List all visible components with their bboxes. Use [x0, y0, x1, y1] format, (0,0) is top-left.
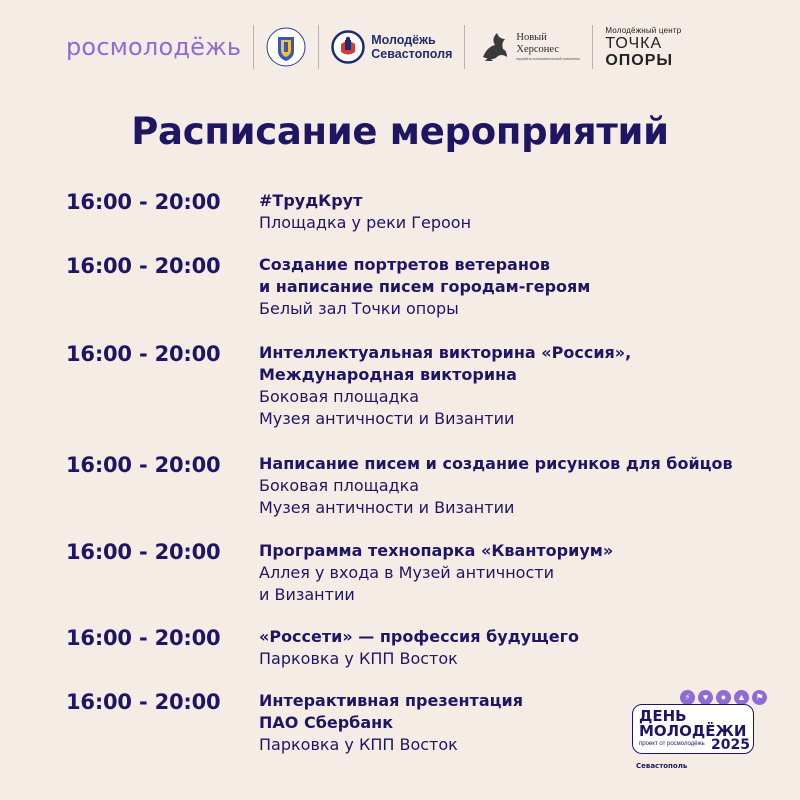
event-place: Белый зал Точки опоры	[259, 299, 459, 318]
event-place: Музея античности и Византии	[259, 498, 515, 517]
event-title: #ТрудКрут	[259, 191, 363, 210]
rosmolodezh-logo: росмолодёжь	[66, 33, 242, 61]
event-place: Боковая площадка	[259, 476, 420, 495]
event-place: Парковка у КПП Восток	[259, 649, 458, 668]
griffin-icon	[477, 27, 511, 67]
logo-divider	[318, 25, 319, 69]
tochka-line2: ТОЧКА	[605, 34, 663, 52]
logo-divider	[253, 25, 254, 69]
event-place: Аллея у входа в Музей античности	[259, 563, 554, 582]
badge-city: Севастополь	[636, 762, 688, 770]
heart-icon: ♥	[698, 690, 713, 705]
molodezh-line2: Севастополя	[371, 47, 453, 61]
event-time: 16:00 - 20:00	[66, 254, 221, 278]
event-title: ПАО Сбербанк	[259, 713, 394, 732]
event-time: 16:00 - 20:00	[66, 190, 221, 214]
event-place: Боковая площадка	[259, 387, 420, 406]
noviy-hersones-logo	[477, 27, 580, 67]
sevastopol-emblem-icon	[266, 25, 306, 69]
badge-project: проект от росмолодёжь	[639, 741, 705, 747]
hersones-line1: Новый	[516, 32, 547, 43]
event-title: «Россети» — профессия будущего	[259, 627, 579, 646]
molodezh-sevastopolya-logo	[331, 30, 452, 64]
event-time: 16:00 - 20:00	[66, 540, 221, 564]
event-place: Парковка у КПП Восток	[259, 735, 458, 754]
logo-divider	[592, 25, 593, 69]
tochka-line3: ОПОРЫ	[605, 51, 674, 69]
tochka-line1: Молодёжный центр	[605, 25, 682, 35]
page-title: Расписание мероприятий	[131, 110, 669, 153]
badge-frame	[632, 704, 754, 754]
flag-icon: ⚑	[752, 690, 767, 705]
event-title: Интеллектуальная викторина «Россия»,	[259, 343, 632, 362]
event-time: 16:00 - 20:00	[66, 342, 221, 366]
hersones-line2: Херсонес	[516, 44, 559, 55]
event-place: Площадка у реки Героон	[259, 213, 472, 232]
hersones-subtitle: музейно-паломнический комплекс	[516, 56, 581, 61]
event-title: Интерактивная презентация	[259, 691, 523, 710]
event-place: и Византии	[259, 585, 355, 604]
lightning-icon: ⚡	[680, 690, 695, 705]
cap-icon: ▲	[734, 690, 749, 705]
event-title: и написание писем городам-героям	[259, 277, 591, 296]
event-title: Программа технопарка «Кванториум»	[259, 541, 614, 560]
tochka-opory-logo	[605, 26, 681, 69]
person-icon: ●	[716, 690, 731, 705]
event-place: Музея античности и Византии	[259, 409, 515, 428]
den-molodezhi-badge	[632, 688, 772, 778]
logo-divider	[464, 25, 465, 69]
logo-bar	[66, 22, 746, 72]
badge-line2: МОЛОДЁЖИ	[639, 722, 747, 740]
event-time: 16:00 - 20:00	[66, 626, 221, 650]
event-title: Создание портретов ветеранов	[259, 255, 550, 274]
badge-line1: ДЕНЬ	[639, 707, 687, 725]
event-time: 16:00 - 20:00	[66, 690, 221, 714]
event-time: 16:00 - 20:00	[66, 453, 221, 477]
event-title: Написание писем и создание рисунков для бойцов	[259, 454, 733, 473]
badge-year: 2025	[711, 737, 750, 753]
molodezh-line1: Молодёжь	[371, 33, 436, 47]
event-title: Международная викторина	[259, 365, 517, 384]
molodezh-emblem-icon	[331, 30, 365, 64]
